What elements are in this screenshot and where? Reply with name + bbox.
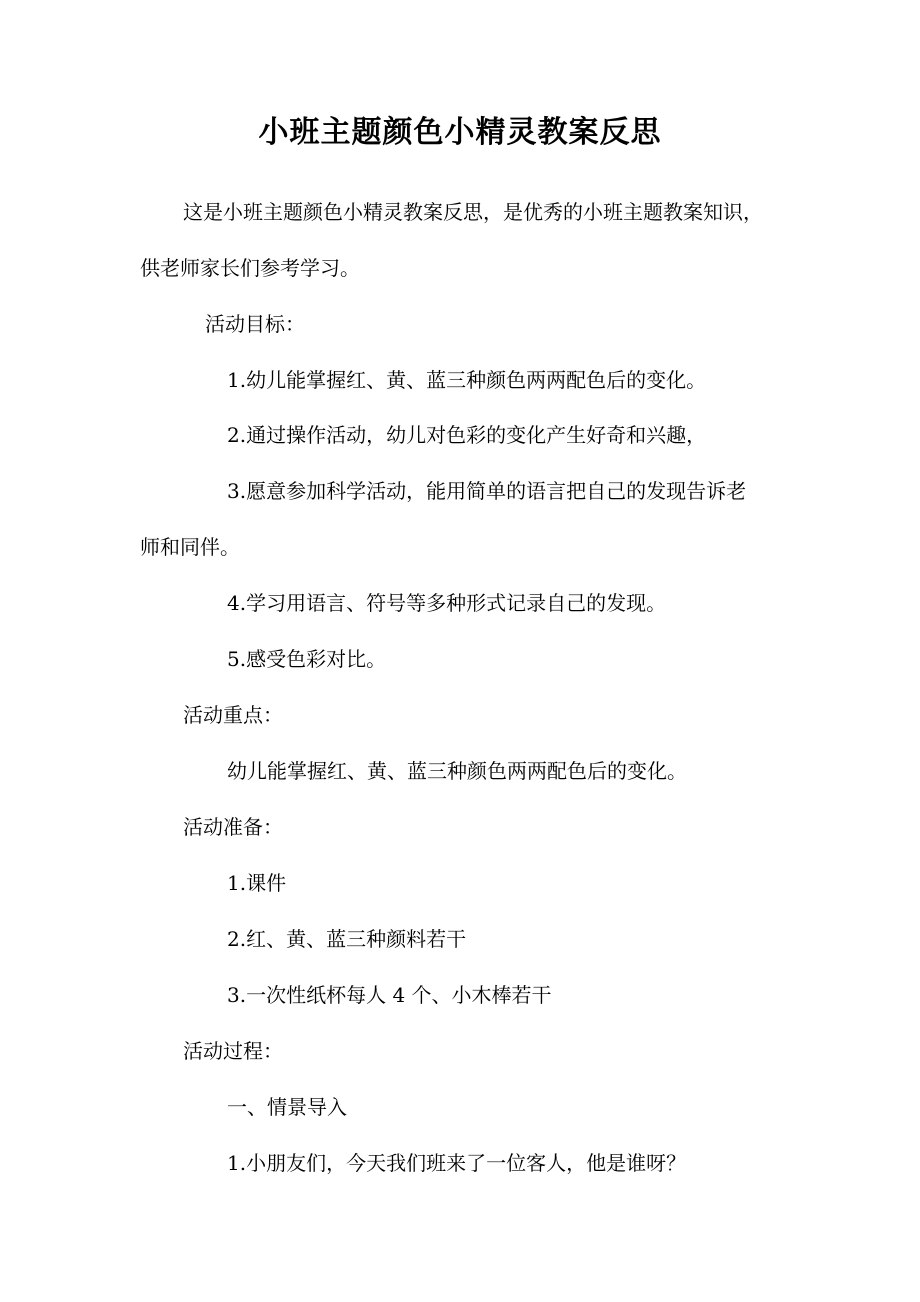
focus-text: 幼儿能掌握红、黄、蓝三种颜色两两配色后的变化。 [227, 759, 687, 783]
goal-item: 5.感受色彩对比。 [227, 647, 387, 671]
prep-item: 3.一次性纸杯每人 4 个、小木棒若干 [227, 983, 552, 1007]
goal-item: 1.幼儿能掌握红、黄、蓝三种颜色两两配色后的变化。 [227, 368, 707, 392]
goals-heading: 活动目标： [205, 312, 305, 336]
process-item: 1.小朋友们，今天我们班来了一位客人，他是谁呀？ [227, 1151, 687, 1175]
goal-item: 2.通过操作活动，幼儿对色彩的变化产生好奇和兴趣， [227, 423, 707, 447]
focus-heading: 活动重点： [183, 703, 283, 727]
prep-heading: 活动准备： [183, 815, 283, 839]
goal-item-continued: 师和同伴。 [140, 535, 240, 559]
prep-item: 1.课件 [227, 871, 287, 895]
process-heading: 活动过程： [183, 1039, 283, 1063]
process-item: 一、情景导入 [227, 1095, 347, 1119]
intro-line-2: 供老师家长们参考学习。 [140, 256, 360, 280]
goal-item: 4.学习用语言、符号等多种形式记录自己的发现。 [227, 591, 667, 615]
prep-item: 2.红、黄、蓝三种颜料若干 [227, 927, 467, 951]
document-title: 小班主题颜色小精灵教案反思 [258, 115, 662, 150]
goal-item: 3.愿意参加科学活动，能用简单的语言把自己的发现告诉老 [227, 479, 747, 503]
intro-line-1: 这是小班主题颜色小精灵教案反思，是优秀的小班主题教案知识， [183, 200, 763, 224]
